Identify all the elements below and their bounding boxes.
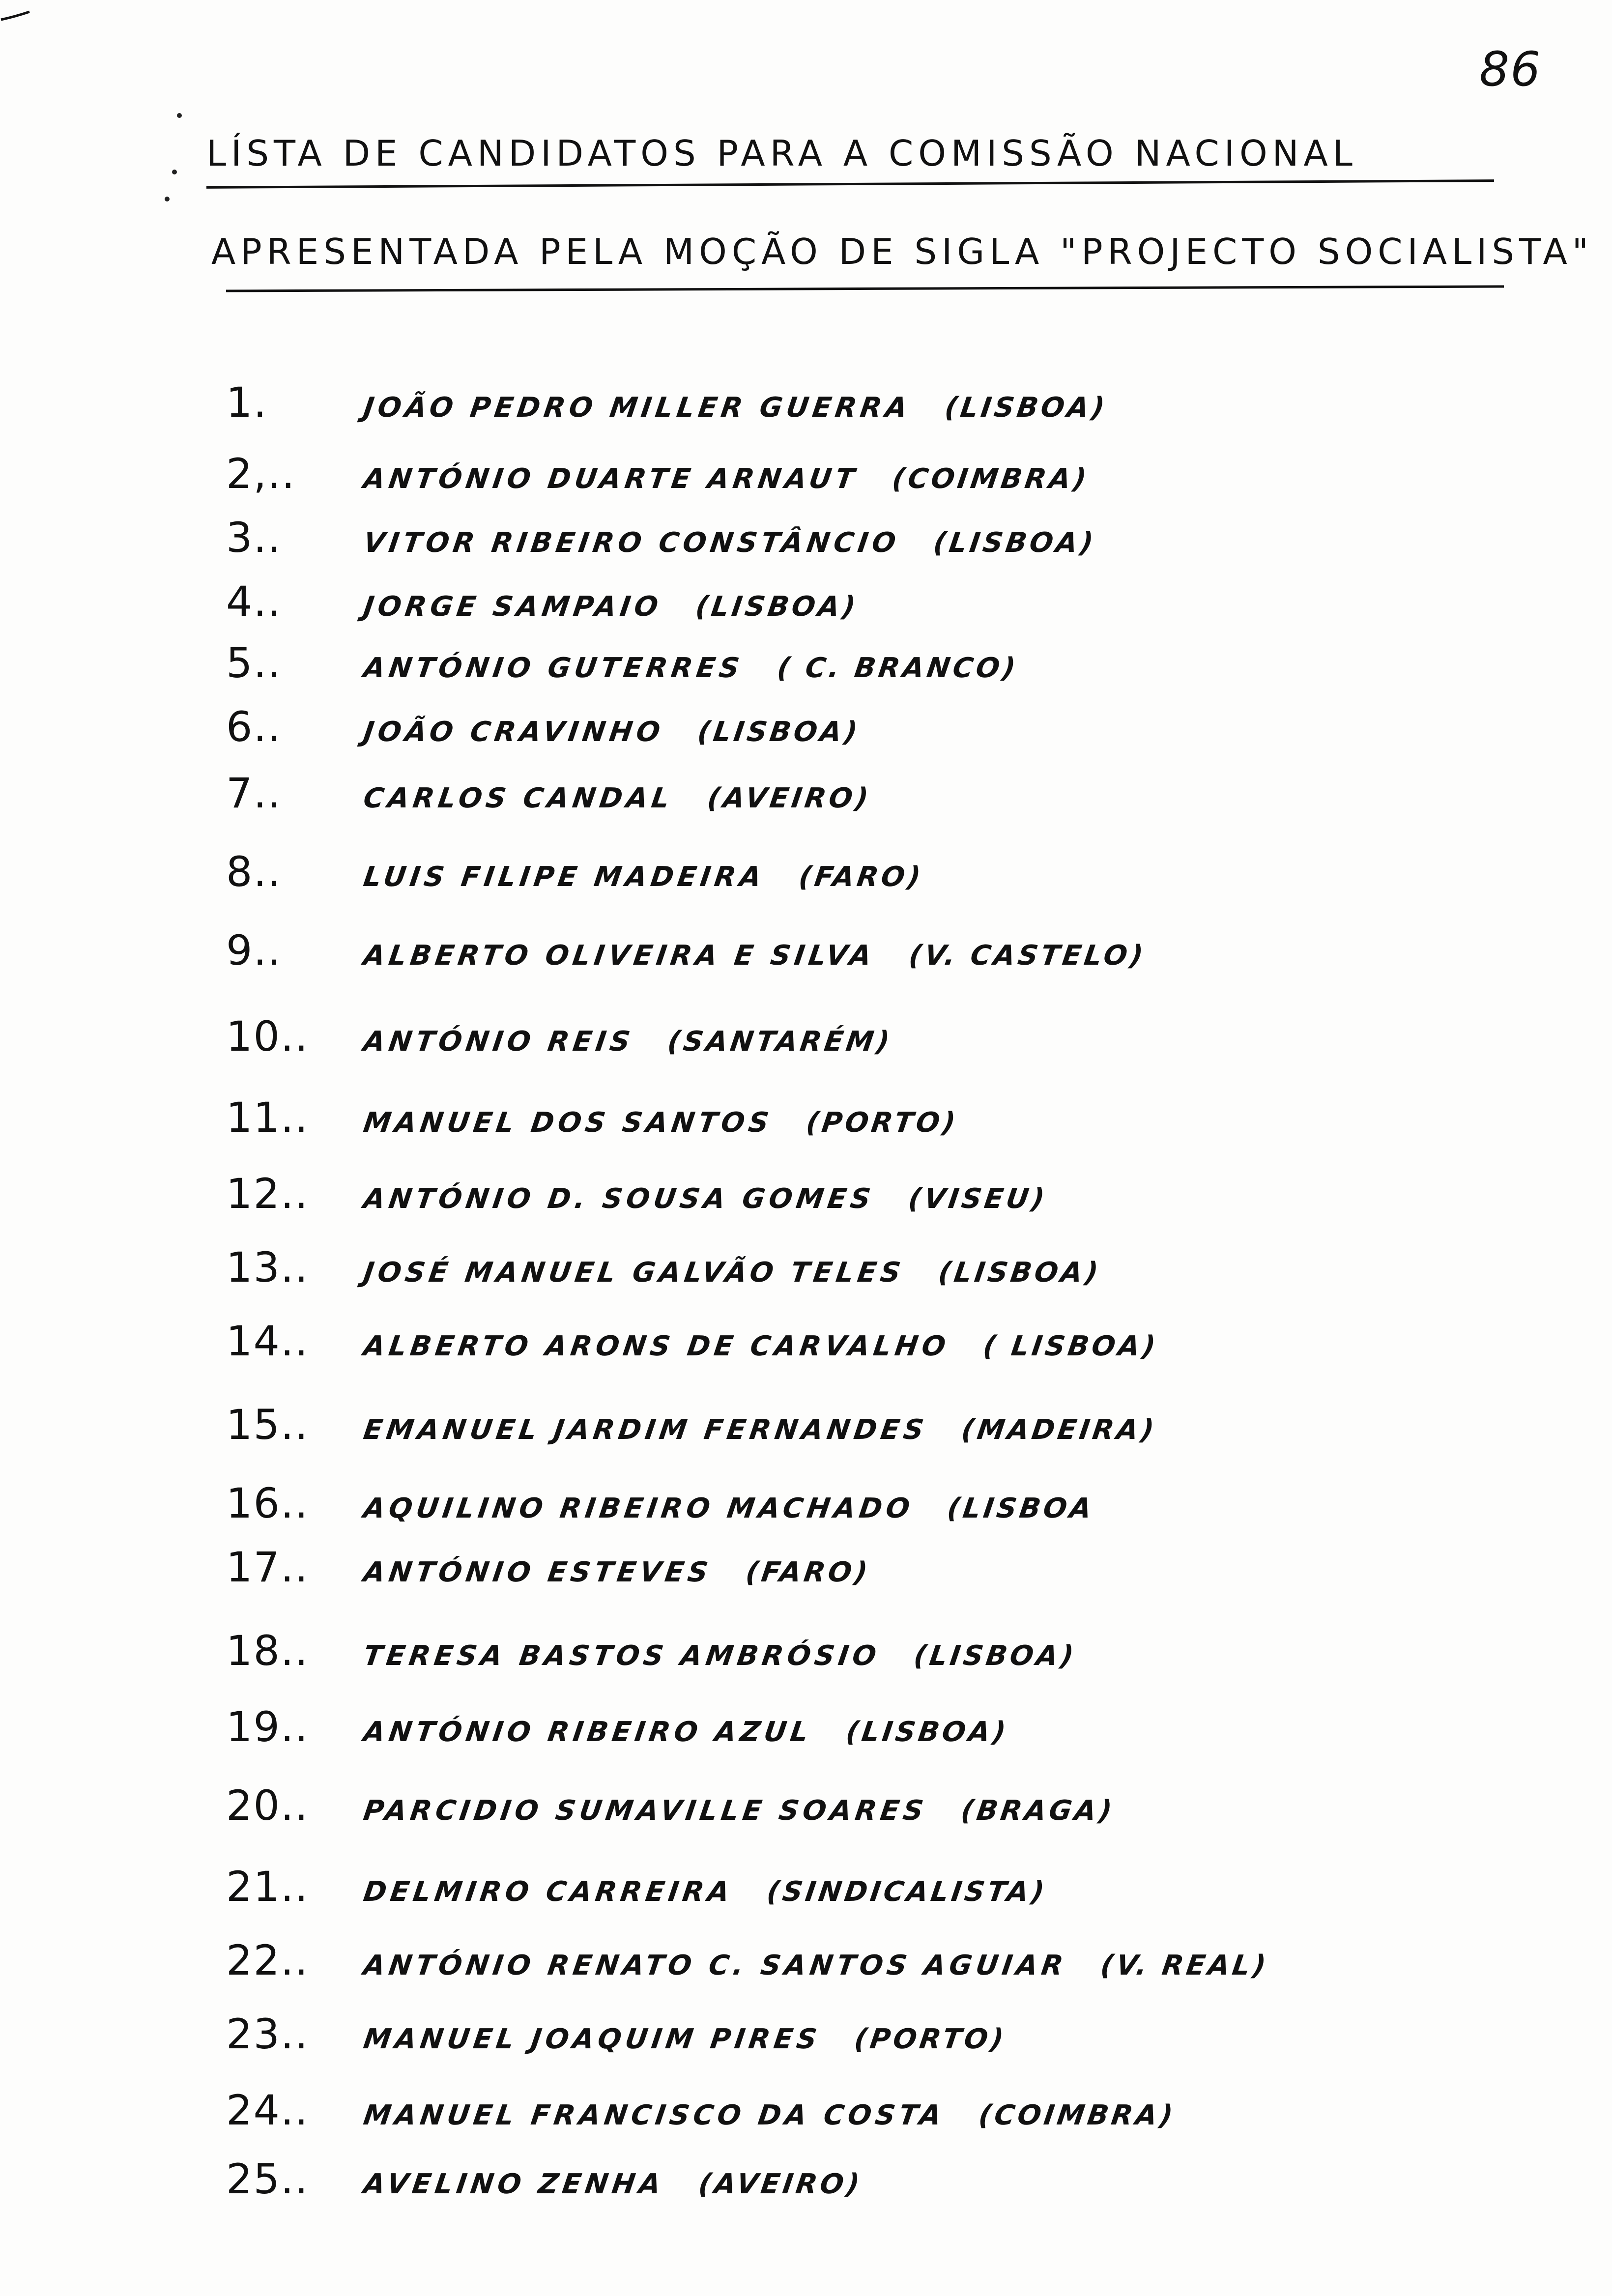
candidate-entry (226, 1863, 1050, 1911)
candidate-region: (COIMBRA) (890, 463, 1092, 495)
candidate-region: (LISBOA (945, 1492, 1097, 1524)
stray-dot (177, 113, 182, 118)
document-title-line-2: APRESENTADA PELA MOÇÃO DE SIGLA "PROJECTO SOCIALISTA" (211, 231, 1593, 272)
candidate-name: MANUEL JOAQUIM PIRES (361, 2023, 823, 2055)
candidate-number: 11.. (226, 1093, 309, 1142)
candidate-region: (LISBOA) (695, 716, 863, 748)
candidate-region: ( C. BRANCO) (775, 652, 1020, 684)
candidate-number: 3.. (226, 514, 282, 562)
stray-dot (172, 170, 177, 174)
candidate-number: 15.. (226, 1401, 309, 1449)
candidate-entry (226, 450, 1092, 498)
candidate-entry (226, 926, 1146, 975)
candidate-number: 4.. (226, 577, 282, 626)
candidate-region: (LISBOA) (693, 591, 861, 623)
candidate-region: (LISBOA) (936, 1257, 1103, 1289)
candidate-entry (226, 2086, 1176, 2134)
candidate-name: ANTÓNIO RIBEIRO AZUL (361, 1716, 814, 1748)
candidate-region: (SINDICALISTA) (765, 1876, 1050, 1908)
candidate-number: 25.. (226, 2155, 309, 2203)
candidate-name: CARLOS CANDAL (361, 782, 676, 814)
candidate-name: ANTÓNIO RENATO C. SANTOS AGUIAR (361, 1950, 1069, 1981)
page-number: 86 (1479, 42, 1542, 97)
candidate-name: MANUEL FRANCISCO DA COSTA (361, 2099, 948, 2131)
candidate-entry (226, 1703, 1011, 1751)
candidate-region: (BRAGA) (959, 1795, 1117, 1827)
candidate-entry (226, 1012, 892, 1061)
candidate-number: 7.. (226, 769, 282, 817)
candidate-name: EMANUEL JARDIM FERNANDES (361, 1414, 930, 1446)
candidate-entry (226, 848, 926, 896)
candidate-number: 19.. (226, 1703, 309, 1751)
candidate-name: TERESA BASTOS AMBRÓSIO (361, 1640, 882, 1672)
candidate-number: 9.. (226, 926, 282, 975)
candidate-entry (226, 2010, 1007, 2058)
candidate-entry (226, 1093, 961, 1142)
candidate-name: ANTÓNIO REIS (361, 1026, 636, 1058)
candidate-entry (226, 1627, 1079, 1675)
candidate-name: ANTÓNIO D. SOUSA GOMES (361, 1183, 877, 1215)
candidate-name: VITOR RIBEIRO CONSTÂNCIO (361, 527, 902, 559)
candidate-name: JOSÉ MANUEL GALVÃO TELES (361, 1257, 907, 1289)
candidate-number: 5.. (226, 639, 282, 687)
candidate-name: LUIS FILIPE MADEIRA (361, 861, 767, 893)
candidate-region: (COIMBRA) (977, 2099, 1178, 2131)
candidate-region: (AVEIRO) (705, 782, 873, 814)
candidate-entry (226, 1479, 1097, 1527)
candidate-entry (226, 2155, 862, 2203)
candidate-name: MANUEL DOS SANTOS (361, 1107, 775, 1139)
candidate-name: ANTÓNIO DUARTE ARNAUT (361, 463, 861, 495)
candidate-entry (226, 514, 1096, 562)
candidate-name: JORGE SAMPAIO (361, 591, 664, 623)
candidate-entry (226, 1781, 1115, 1830)
candidate-entry (226, 769, 873, 817)
candidate-number: 6.. (226, 703, 282, 751)
candidate-name: DELMIRO CARREIRA (361, 1876, 736, 1908)
candidate-entry (226, 577, 861, 626)
candidate-number: 23.. (226, 2010, 309, 2058)
candidate-name: ANTÓNIO GUTERRES (361, 652, 746, 684)
candidate-name: ANTÓNIO ESTEVES (361, 1556, 714, 1588)
candidate-number: 8.. (226, 848, 282, 896)
candidate-number: 14.. (226, 1317, 309, 1365)
document-title-line-1: LÍSTA DE CANDIDATOS PARA A COMISSÃO NACIONAL (206, 133, 1357, 174)
candidate-region: (VISEU) (906, 1183, 1049, 1215)
candidate-number: 2,.. (226, 450, 296, 498)
candidate-region: (FARO) (797, 861, 926, 893)
candidate-name: AVELINO ZENHA (361, 2168, 667, 2200)
candidate-region: (AVEIRO) (696, 2168, 864, 2200)
candidate-number: 22.. (226, 1936, 309, 1984)
candidate-number: 13.. (226, 1243, 309, 1292)
candidate-name: PARCIDIO SUMAVILLE SOARES (361, 1795, 929, 1827)
candidate-region: (V. CASTELO) (907, 940, 1148, 972)
candidate-region: (V. REAL) (1098, 1950, 1271, 1981)
candidate-entry (226, 1317, 1161, 1365)
candidate-name: JOÃO PEDRO MILLER GUERRA (361, 392, 913, 424)
candidate-entry (226, 639, 1018, 687)
title-underline (226, 285, 1504, 292)
candidate-region: ( LISBOA) (981, 1330, 1161, 1362)
candidate-entry (226, 1936, 1271, 1984)
pen-stroke-mark (0, 10, 39, 22)
candidate-region: (PORTO) (852, 2023, 1009, 2055)
candidate-name: ALBERTO ARONS DE CARVALHO (361, 1330, 952, 1362)
candidate-entry (226, 1243, 1103, 1292)
candidate-region: (LISBOA) (844, 1716, 1011, 1748)
candidate-number: 17.. (226, 1543, 309, 1591)
candidate-number: 18.. (226, 1627, 309, 1675)
candidate-number: 1. (226, 378, 268, 427)
candidate-name: ALBERTO OLIVEIRA E SILVA (361, 940, 877, 972)
candidate-region: (FARO) (744, 1556, 872, 1588)
candidate-number: 12.. (226, 1170, 309, 1218)
candidate-region: (LISBOA) (943, 392, 1110, 424)
candidate-number: 21.. (226, 1863, 309, 1911)
candidate-number: 10.. (226, 1012, 309, 1061)
candidate-number: 16.. (226, 1479, 309, 1527)
candidate-entry (226, 703, 863, 751)
candidate-number: 20.. (226, 1781, 309, 1830)
candidate-name: JOÃO CRAVINHO (361, 716, 666, 748)
candidate-name: AQUILINO RIBEIRO MACHADO (361, 1492, 916, 1524)
candidate-region: (PORTO) (804, 1107, 961, 1139)
candidate-entry (226, 1543, 870, 1591)
candidate-region: (LISBOA) (931, 527, 1098, 559)
candidate-number: 24.. (226, 2086, 309, 2134)
candidate-region: (MADEIRA) (959, 1414, 1159, 1446)
stray-dot (165, 197, 170, 201)
candidate-region: (LISBOA) (912, 1640, 1079, 1672)
candidate-region: (SANTARÉM) (665, 1026, 894, 1058)
title-underline (206, 179, 1494, 189)
candidate-entry (226, 1170, 1047, 1218)
candidate-entry (226, 378, 1110, 427)
candidate-entry (226, 1401, 1159, 1449)
